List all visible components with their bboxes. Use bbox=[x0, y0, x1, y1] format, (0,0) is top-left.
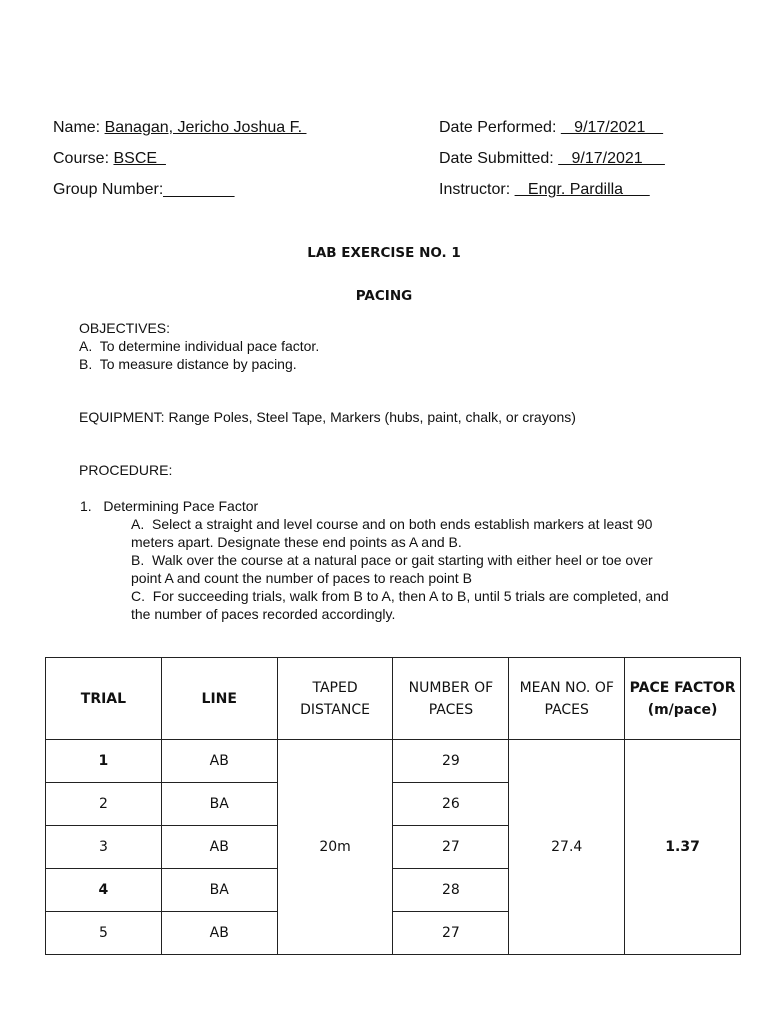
procedure-step-b-line2: point A and count the number of paces to reach point B bbox=[131, 570, 472, 586]
trial-cell: 5 bbox=[46, 912, 162, 955]
paces-cell: 27 bbox=[393, 826, 509, 869]
name-label: Name: bbox=[53, 119, 105, 136]
pacing-table bbox=[45, 657, 741, 955]
instructor-label: Instructor: bbox=[439, 181, 515, 198]
trial-cell: 3 bbox=[46, 826, 162, 869]
group-label: Group Number: bbox=[53, 181, 164, 198]
table-row bbox=[46, 740, 741, 783]
line-cell: BA bbox=[161, 783, 277, 826]
paces-cell: 26 bbox=[393, 783, 509, 826]
trial-cell: 1 bbox=[46, 740, 162, 783]
course-value: BSCE bbox=[113, 150, 166, 167]
line-cell: AB bbox=[161, 740, 277, 783]
date-performed-label: Date Performed: bbox=[439, 119, 561, 136]
header-trial: TRIAL bbox=[46, 658, 162, 740]
equipment-text: EQUIPMENT: Range Poles, Steel Tape, Markers (hubs, paint, chalk, or crayons) bbox=[79, 409, 576, 425]
header-pace-factor: PACE FACTOR (m/pace) bbox=[625, 658, 741, 740]
procedure-step-c-line2: the number of paces recorded accordingly. bbox=[131, 606, 396, 622]
date-performed-row bbox=[439, 119, 663, 137]
procedure-step-a-line2: meters apart. Designate these end points as A and B. bbox=[131, 534, 462, 550]
exercise-title: LAB EXERCISE NO. 1 bbox=[307, 245, 461, 261]
taped-distance-cell: 20m bbox=[277, 740, 393, 955]
table-header-row bbox=[46, 658, 741, 740]
header-line: LINE bbox=[161, 658, 277, 740]
objective-b: B. To measure distance by pacing. bbox=[79, 356, 297, 372]
line-cell: AB bbox=[161, 912, 277, 955]
pace-factor-cell: 1.37 bbox=[625, 740, 741, 955]
date-submitted-row bbox=[439, 150, 665, 168]
paces-cell: 28 bbox=[393, 869, 509, 912]
name-value: Banagan, Jericho Joshua F. bbox=[104, 119, 307, 136]
procedure-step-1: 1. Determining Pace Factor bbox=[80, 498, 259, 514]
header-mean-paces: MEAN NO. OF PACES bbox=[509, 658, 625, 740]
course-label: Course: bbox=[53, 150, 114, 167]
trial-cell: 2 bbox=[46, 783, 162, 826]
date-submitted-label: Date Submitted: bbox=[439, 150, 559, 167]
header-number-of-paces: NUMBER OF PACES bbox=[393, 658, 509, 740]
mean-paces-cell: 27.4 bbox=[509, 740, 625, 955]
paces-cell: 27 bbox=[393, 912, 509, 955]
group-row bbox=[53, 181, 234, 199]
paces-cell: 29 bbox=[393, 740, 509, 783]
line-cell: AB bbox=[161, 826, 277, 869]
procedure-heading: PROCEDURE: bbox=[79, 462, 173, 478]
procedure-step-c-line1: C. For succeeding trials, walk from B to A, then A to B, until 5 trials are completed, and bbox=[131, 588, 669, 604]
date-submitted-value: 9/17/2021 bbox=[558, 150, 665, 167]
group-value: ________ bbox=[163, 181, 235, 198]
topic-title: PACING bbox=[355, 288, 413, 304]
procedure-step-b-line1: B. Walk over the course at a natural pace or gait starting with either heel or toe over bbox=[131, 552, 653, 568]
trial-cell: 4 bbox=[46, 869, 162, 912]
procedure-step-a-line1: A. Select a straight and level course and on both ends establish markers at least 90 bbox=[131, 516, 653, 532]
date-performed-value: 9/17/2021 bbox=[560, 119, 664, 136]
objective-a: A. To determine individual pace factor. bbox=[79, 338, 320, 354]
instructor-row bbox=[439, 181, 650, 199]
objectives-heading: OBJECTIVES: bbox=[79, 320, 171, 336]
instructor-value: Engr. Pardilla bbox=[514, 181, 650, 198]
header-taped-distance: TAPED DISTANCE bbox=[277, 658, 393, 740]
course-row bbox=[53, 150, 166, 168]
name-row bbox=[53, 119, 306, 137]
line-cell: BA bbox=[161, 869, 277, 912]
